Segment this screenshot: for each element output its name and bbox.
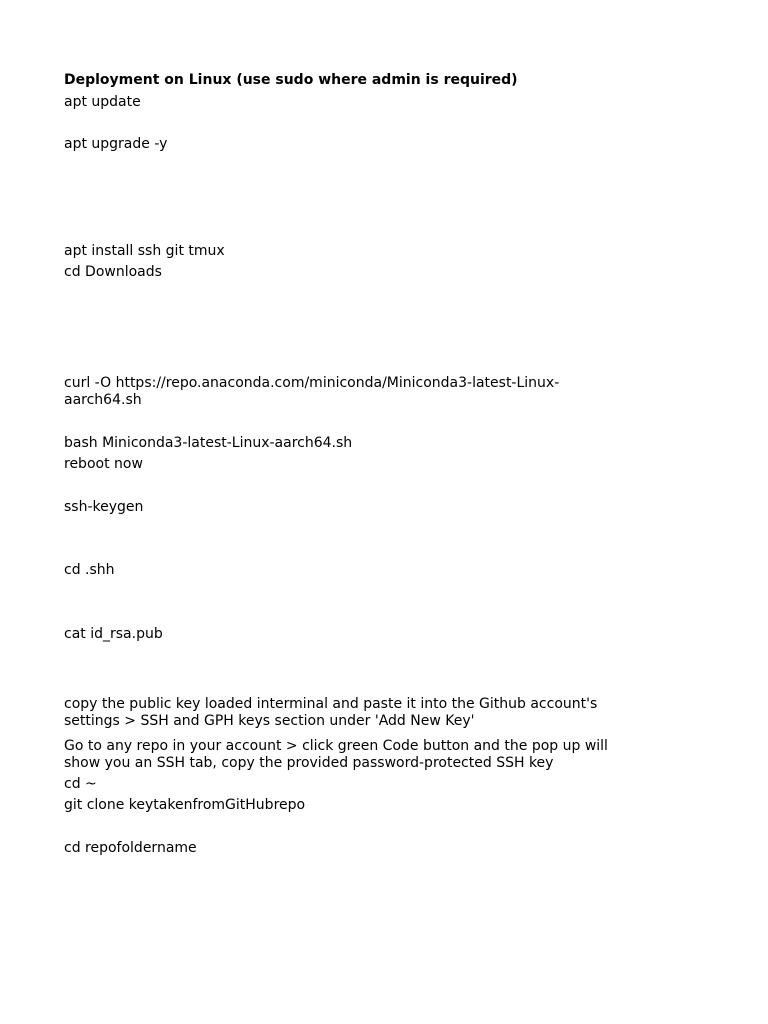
step-cd-home: cd ~ <box>64 776 97 792</box>
step-cd-repo: cd repofoldername <box>64 840 197 856</box>
step-cat-pubkey: cat id_rsa.pub <box>64 626 163 642</box>
step-cd-downloads: cd Downloads <box>64 264 162 280</box>
step-cd-shh: cd .shh <box>64 562 115 578</box>
step-copy-public-key: copy the public key loaded interminal and paste it into the Github account's settings > SSH and GPH keys section under 'Add New Key' <box>64 696 598 729</box>
step-copy-ssh-key: Go to any repo in your account > click green Code button and the pop up will show you an SSH tab, copy the provided password-protected SSH key <box>64 738 608 771</box>
step-ssh-keygen: ssh-keygen <box>64 499 144 515</box>
document-heading: Deployment on Linux (use sudo where admin is required) <box>64 72 518 88</box>
step-curl-miniconda: curl -O https://repo.anaconda.com/miniconda/Miniconda3-latest-Linux-aarch64.sh <box>64 375 560 408</box>
step-apt-update: apt update <box>64 94 141 110</box>
step-bash-miniconda: bash Miniconda3-latest-Linux-aarch64.sh <box>64 435 353 451</box>
step-git-clone: git clone keytakenfromGitHubrepo <box>64 797 306 813</box>
step-apt-install: apt install ssh git tmux <box>64 243 225 259</box>
step-apt-upgrade: apt upgrade -y <box>64 136 168 152</box>
step-reboot: reboot now <box>64 456 143 472</box>
